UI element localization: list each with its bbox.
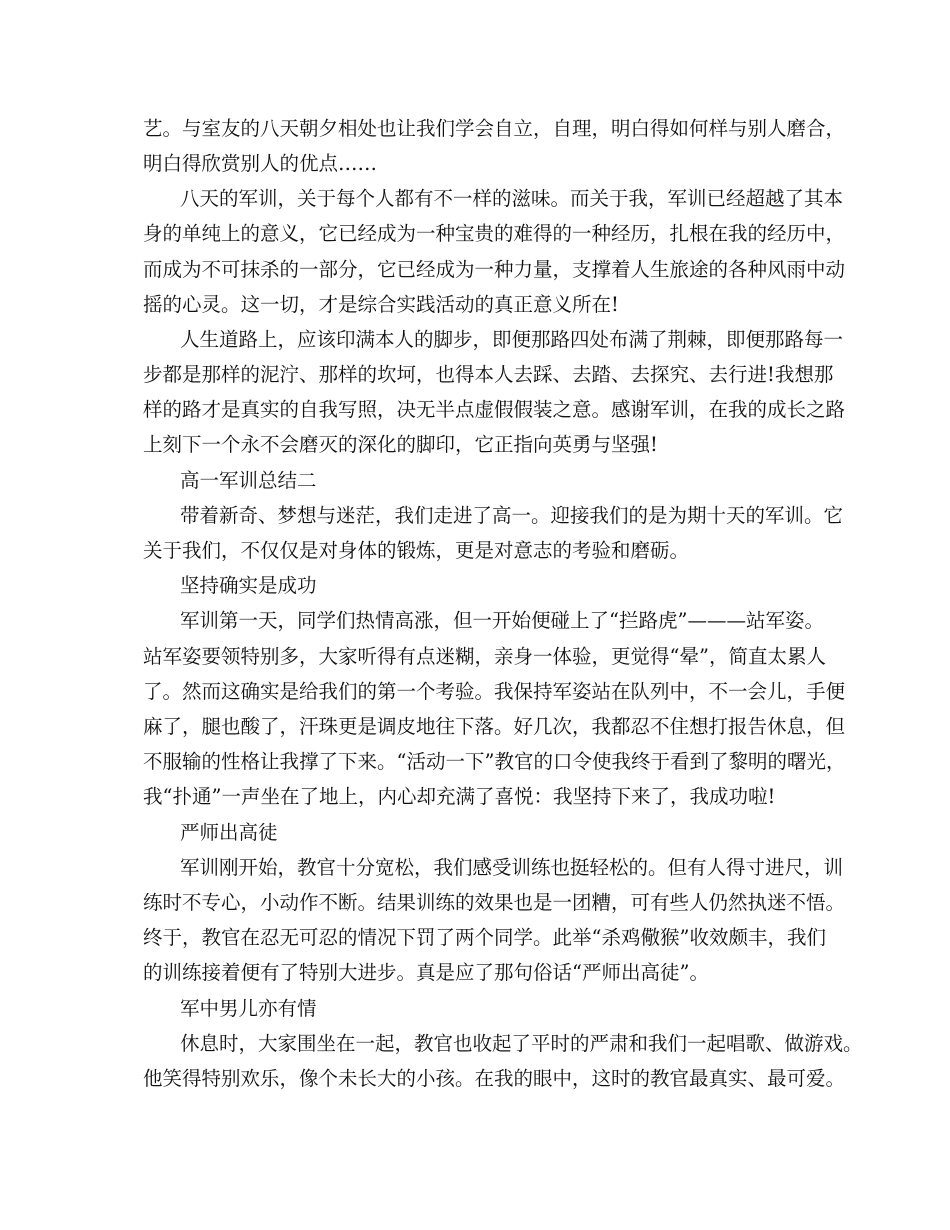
text-line: 艺。与室友的八天朝夕相处也让我们学会自立，自理，明白得如何样与别人磨合， bbox=[143, 117, 846, 140]
section-heading: 高一军训总结二 bbox=[180, 469, 317, 492]
paragraph-start: 八天的军训，关于每个人都有不一样的滋味。而关于我，军训已经超越了其本 bbox=[180, 187, 844, 210]
section-heading: 坚持确实是成功 bbox=[180, 574, 317, 597]
paragraph-start: 带着新奇、梦想与迷茫，我们走进了高一。迎接我们的是为期十天的军训。它 bbox=[180, 504, 844, 527]
text-line: 不服输的性格让我撑了下来。“活动一下”教官的口令使我终于看到了黎明的曙光， bbox=[143, 750, 846, 773]
text-line: 的训练接着便有了特别大进步。真是应了那句俗话“严师出高徒”。 bbox=[143, 961, 709, 984]
text-line: 步都是那样的泥泞、那样的坎坷，也得本人去踩、去踏、去探究、去行进!我想那 bbox=[143, 363, 834, 386]
text-line: 样的路才是真实的自我写照，决无半点虚假假装之意。感谢军训，在我的成长之路 bbox=[143, 398, 846, 421]
paragraph-start: 军训第一天，同学们热情高涨，但一开始便碰上了“拦路虎”———站军姿。 bbox=[180, 609, 824, 632]
section-heading: 严师出高徒 bbox=[180, 821, 278, 844]
section-heading: 军中男儿亦有情 bbox=[180, 997, 317, 1020]
paragraph-start: 军训刚开始，教官十分宽松，我们感受训练也挺轻松的。但有人得寸进尺，训 bbox=[180, 856, 844, 879]
text-line: 身的单纯上的意义，它已经成为一种宝贵的难得的一种经历，扎根在我的经历中， bbox=[143, 222, 846, 245]
text-line: 他笑得特别欢乐，像个未长大的小孩。在我的眼中，这时的教官最真实、最可爱。 bbox=[143, 1067, 846, 1090]
paragraph-start: 人生道路上，应该印满本人的脚步，即便那路四处布满了荆棘，即便那路每一 bbox=[180, 328, 844, 351]
text-line: 麻了，腿也酸了，汗珠更是调皮地往下落。好几次，我都忍不住想打报告休息，但 bbox=[143, 715, 846, 738]
text-line: 明白得欣赏别人的优点…… bbox=[143, 152, 378, 175]
text-line: 练时不专心，小动作不断。结果训练的效果也是一团糟，可有些人仍然执迷不悟。 bbox=[143, 891, 846, 914]
text-line: 关于我们，不仅仅是对身体的锻炼，更是对意志的考验和磨砺。 bbox=[143, 539, 690, 562]
text-line: 了。然而这确实是给我们的第一个考验。我保持军姿站在队列中，不一会儿，手便 bbox=[143, 680, 846, 703]
text-line: 我“扑通”一声坐在了地上，内心却充满了喜悦：我坚持下来了，我成功啦! bbox=[143, 785, 776, 808]
text-line: 上刻下一个永不会磨灭的深化的脚印，它正指向英勇与坚强! bbox=[143, 433, 658, 456]
text-line: 而成为不可抹杀的一部分，它已经成为一种力量，支撑着人生旅途的各种风雨中动 bbox=[143, 258, 846, 281]
paragraph-start: 休息时，大家围坐在一起，教官也收起了平时的严肃和我们一起唱歌、做游戏。 bbox=[180, 1032, 863, 1055]
text-line: 站军姿要领特别多，大家听得有点迷糊，亲身一体验，更觉得“晕”，简直太累人 bbox=[143, 645, 826, 668]
text-line: 摇的心灵。这一切，才是综合实践活动的真正意义所在! bbox=[143, 293, 619, 316]
text-line: 终于，教官在忍无可忍的情况下罚了两个同学。此举“杀鸡儆猴”收效颇丰，我们 bbox=[143, 926, 826, 949]
